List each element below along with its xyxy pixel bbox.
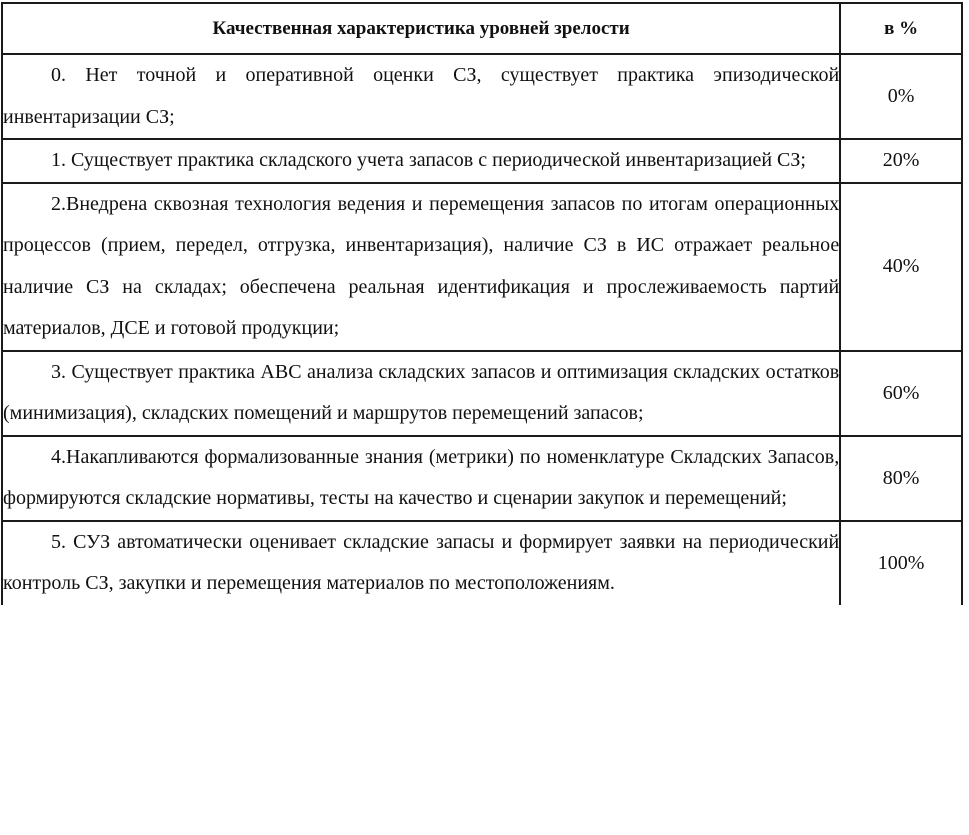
row-description: 4.Накапливаются формализованные знания (метрики) по номенклатуре Складских Запасов, формируются складские нормативы, тесты на качество и сценарии закупок и перемещений;	[3, 445, 840, 509]
table-row	[3, 520, 961, 605]
table-row	[3, 138, 961, 182]
row-percent: 100%	[841, 520, 961, 605]
header-description: Качественная характеристика уровней зрелости	[3, 2, 841, 53]
table-row	[3, 350, 961, 435]
table-row	[3, 182, 961, 350]
table-header-row	[3, 2, 961, 53]
row-percent: 0%	[841, 53, 961, 138]
row-percent: 20%	[841, 138, 961, 182]
row-description: 3. Существует практика АВС анализа складских запасов и оптимизация складских остатков (минимизация), складских помещений и маршрутов перемещений запасов;	[3, 360, 840, 424]
table-row	[3, 435, 961, 520]
row-percent: 60%	[841, 350, 961, 435]
row-description: 2.Внедрена сквозная технология ведения и перемещения запасов по итогам операционных процессов (прием, передел, отгрузка, инвентаризация), наличие СЗ в ИС отражает реальное наличие СЗ на складах; обеспечена реальная идентификация и прослеживаемость партий материалов, ДСЕ и готовой продукции;	[3, 192, 840, 339]
row-description-cell	[3, 53, 841, 138]
row-description-cell	[3, 520, 841, 605]
header-percent: в %	[841, 2, 961, 53]
table-row	[3, 53, 961, 138]
row-description: 5. СУЗ автоматически оценивает складские запасы и формирует заявки на периодический контроль СЗ, закупки и перемещения материалов по местоположениям.	[3, 530, 840, 594]
row-description-cell	[3, 182, 841, 350]
row-percent: 40%	[841, 182, 961, 350]
row-description-cell	[3, 435, 841, 520]
maturity-levels-table	[1, 2, 963, 605]
row-description-cell	[3, 350, 841, 435]
row-description: 1. Существует практика складского учета запасов с периодической инвентаризацией СЗ;	[51, 149, 806, 171]
row-description-cell	[3, 138, 841, 182]
row-percent: 80%	[841, 435, 961, 520]
row-description: 0. Нет точной и оперативной оценки СЗ, существует практика эпизодической инвентаризации СЗ;	[3, 64, 840, 128]
